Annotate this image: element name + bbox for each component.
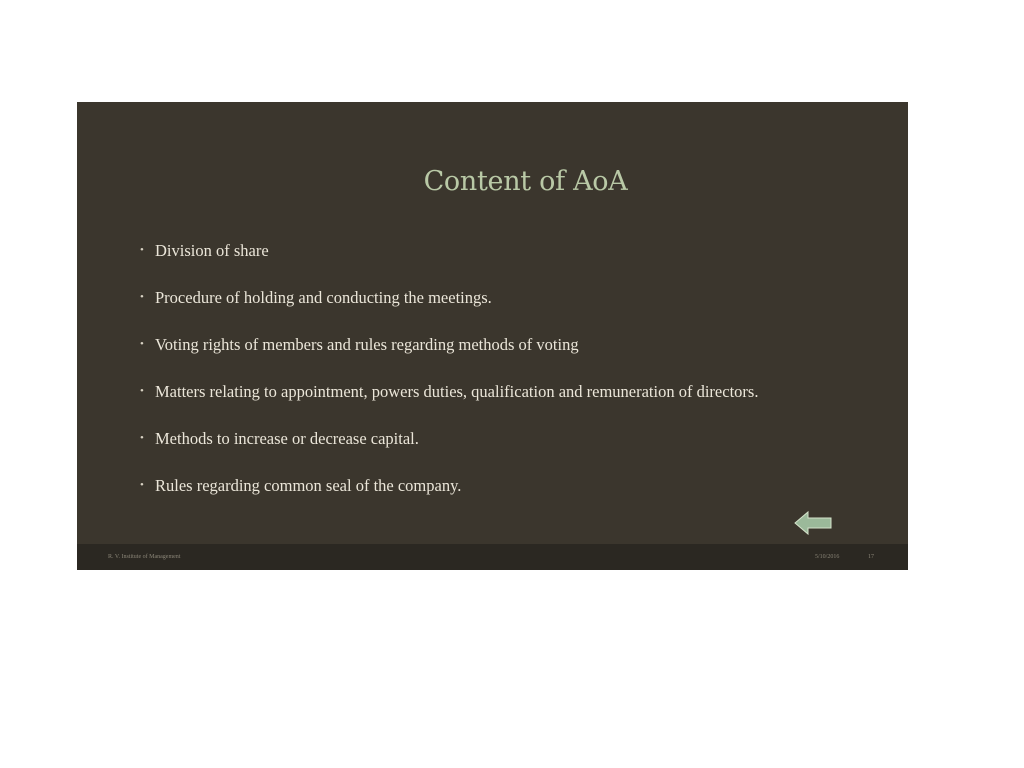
bullet-text: Division of share xyxy=(155,241,269,260)
bullet-item xyxy=(139,470,845,501)
slide-title: Content of AoA xyxy=(423,166,628,197)
bullet-list xyxy=(139,235,845,517)
bullet-dot: • xyxy=(140,432,144,444)
bullet-dot: • xyxy=(140,244,144,256)
bullet-dot: • xyxy=(140,479,144,491)
bullet-dot: • xyxy=(140,385,144,397)
footer-date: 5/10/2016 xyxy=(815,554,840,560)
bullet-text: Rules regarding common seal of the company. xyxy=(155,476,462,495)
left-arrow-icon xyxy=(793,508,833,538)
bullet-text: Matters relating to appointment, powers duties, qualification and remuneration of directors. xyxy=(155,382,759,401)
bullet-item xyxy=(139,282,845,313)
bullet-dot: • xyxy=(140,338,144,350)
footer-institute: R. V. Institute of Management xyxy=(108,554,181,560)
bullet-item xyxy=(139,329,845,360)
back-arrow-button[interactable] xyxy=(793,508,833,538)
bullet-dot: • xyxy=(140,291,144,303)
bullet-item xyxy=(139,235,845,266)
footer-page-number: 17 xyxy=(868,554,874,560)
bullet-text: Procedure of holding and conducting the meetings. xyxy=(155,288,492,307)
bullet-text: Voting rights of members and rules regarding methods of voting xyxy=(155,335,579,354)
bullet-item xyxy=(139,423,845,454)
slide-footer xyxy=(77,544,908,570)
bullet-item xyxy=(139,376,845,407)
slide xyxy=(77,102,908,570)
bullet-text: Methods to increase or decrease capital. xyxy=(155,429,419,448)
